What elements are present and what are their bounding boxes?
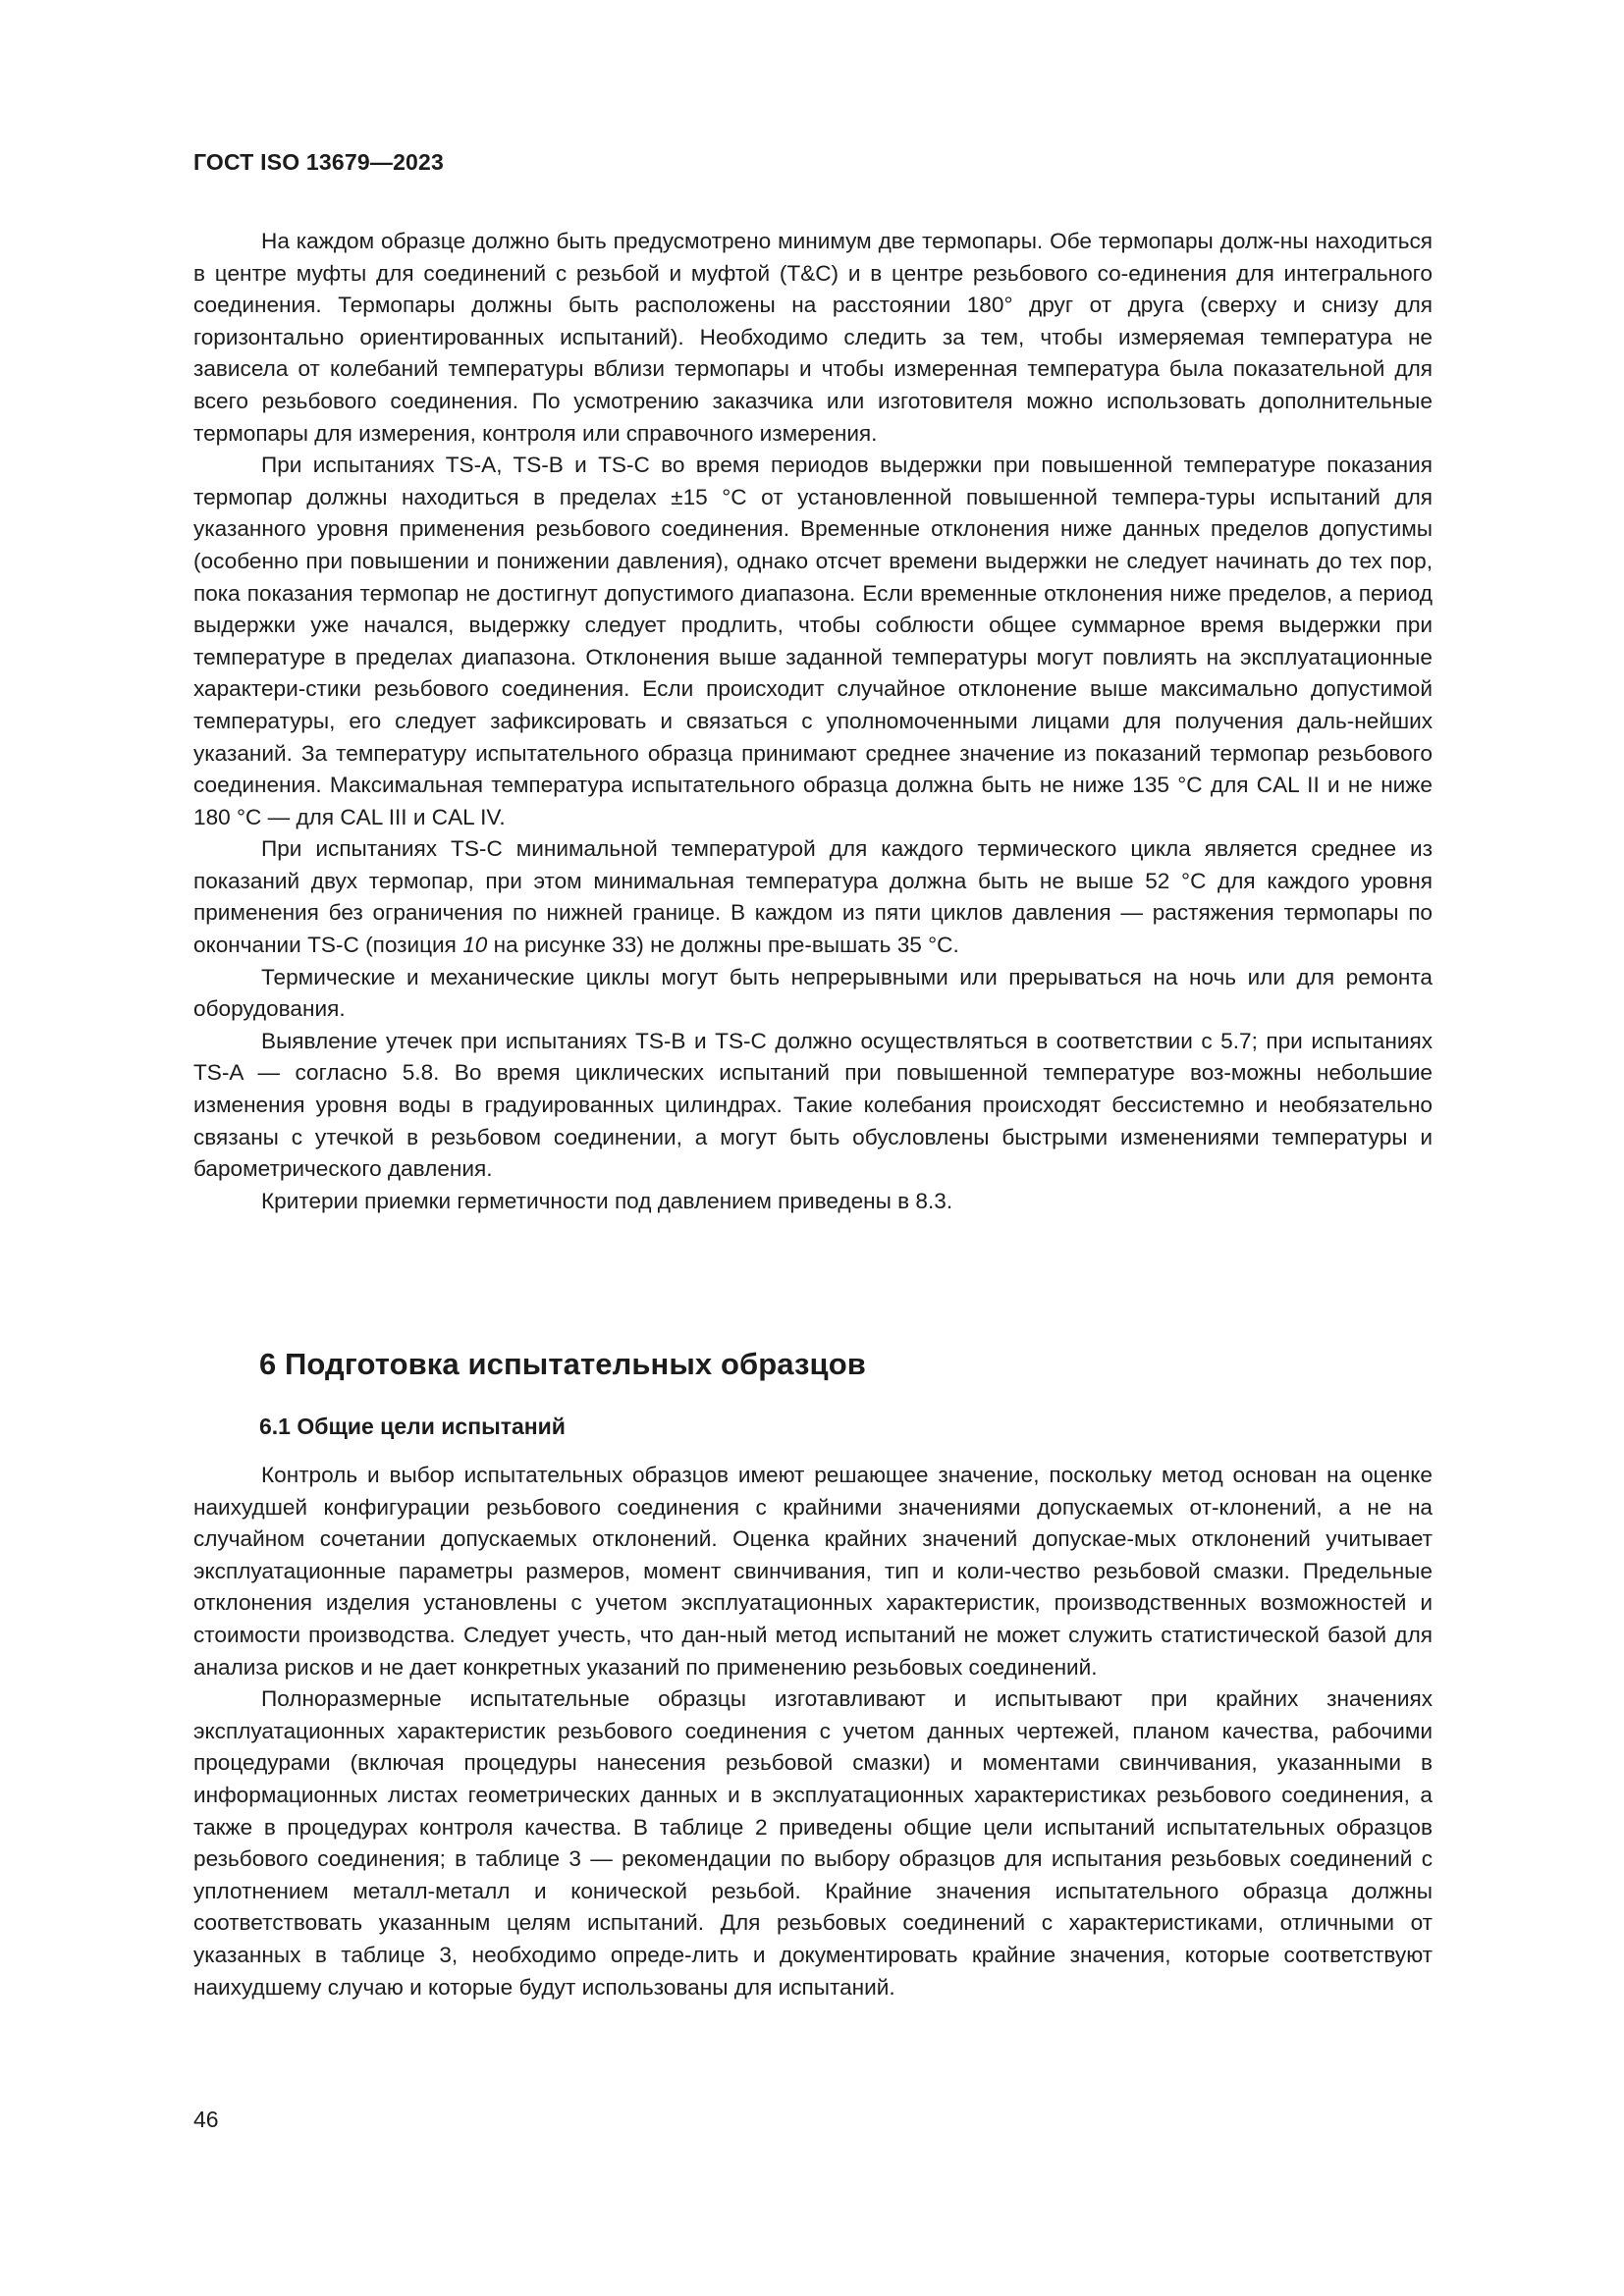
figure-position-number: 10 (462, 933, 488, 958)
paragraph: Полноразмерные испытательные образцы изготавливают и испытывают при крайних значениях эксплуатационных характеристик резьбового соединения с учетом данных чертежей, планом качества, рабочими процедурами (включая процедуры нанесения резьбовой смазки) и моментами свинчивания, указанными в информационных листах геометрических данных и в эксплуатационных характеристиках резьбового соединения, а также в процедурах контроля качества. В таблице 2 приведены общие цели испытаний испытательных образцов резьбового соединения; в таблице 3 — рекомендации по выбору образцов для испытания резьбовых соединений с уплотнением металл-металл и конической резьбой. Крайние значения испытательного образца должны соответствовать указанным целям испытаний. Для резьбовых соединений с характеристиками, отличными от указанных в таблице 3, необходимо опреде-лить и документировать крайние значения, которые соответствуют наихудшему случаю и которые будут использованы для испытаний. (193, 1686, 1433, 2000)
page-number: 46 (193, 2107, 219, 2132)
section-heading: 6 Подготовка испытательных образцов (259, 1347, 866, 1381)
paragraph-text: на рисунке 33) не должны пре-вышать 35 °C. (487, 933, 959, 958)
standard-header: ГОСТ ISO 13679—2023 (193, 149, 445, 175)
paragraph: Выявление утечек при испытаниях TS-B и TS-C должно осуществляться в соответствии с 5.7; при испытаниях TS-A — согласно 5.8. Во время циклических испытаний при повышенной температуре воз-можны небольшие изменения уровня воды в градуированных цилиндрах. Такие колебания происходят бессистемно и необязательно связаны с утечкой в резьбовом соединении, а могут быть обусловлены быстрыми изменениями температуры и барометрического давления. (193, 1028, 1433, 1182)
paragraph: Критерии приемки герметичности под давлением приведены в 8.3. (261, 1188, 953, 1213)
text-block-test-objectives (193, 1460, 1433, 2003)
paragraph: На каждом образце должно быть предусмотрено минимум две термопары. Обе термопары долж-ны находиться в центре муфты для соединений с резьбой и муфтой (T&C) и в центре резьбового со-единения для интегрального соединения. Термопары должны быть расположены на расстоянии 180° друг от друга (сверху и снизу для горизонтально ориентированных испытаний). Необходимо следить за тем, чтобы измеряемая температура не зависела от колебаний температуры вблизи термопары и чтобы измеренная температура была показательной для всего резьбового соединения. По усмотрению заказчика или изготовителя можно использовать дополнительные термопары для измерения, контроля или справочного измерения. (193, 229, 1433, 446)
paragraph-text: При испытаниях TS-C минимальной температурой для каждого термического цикла является среднее из показаний двух термопар, при этом минимальная температура должна быть не выше 52 °C для каждого уровня применения без ограничения по нижней границе. В каждом из пяти циклов давления — растяжения термопары по окончании TS-C (позиция (193, 836, 1433, 958)
text-block-thermocouples (193, 226, 1433, 1217)
paragraph: Контроль и выбор испытательных образцов имеют решающее значение, поскольку метод основан на оценке наихудшей конфигурации резьбового соединения с крайними значениями допускаемых от-клонений, а не на случайном сочетании допускаемых отклонений. Оценка крайних значений допускае-мых отклонений учитывает эксплуатационные параметры размеров, момент свинчивания, тип и коли-чество резьбовой смазки. Предельные отклонения изделия установлены с учетом эксплуатационных характеристик, производственных возможностей и стоимости производства. Следует учесть, что дан-ный метод испытаний не может служить статистической базой для анализа рисков и не дает конкретных указаний по применению резьбовых соединений. (193, 1463, 1433, 1680)
paragraph: При испытаниях TS-A, TS-B и TS-C во время периодов выдержки при повышенной температуре показания термопар должны находиться в пределах ±15 °C от установленной повышенной темпера-туры испытаний для указанного уровня применения резьбового соединения. Временные отклонения ниже данных пределов допустимы (особенно при повышении и понижении давления), однако отсчет времени выдержки не следует начинать до тех пор, пока показания термопар не достигнут допустимого диапазона. Если временные отклонения ниже пределов, а период выдержки уже начался, выдержку следует продлить, чтобы соблюсти общее суммарное время выдержки при температуре в пределах диапазона. Отклонения выше заданной температуры могут повлиять на эксплуатационные характери-стики резьбового соединения. Если происходит случайное отклонение выше максимально допустимой температуры, его следует зафиксировать и связаться с уполномоченными лицами для получения даль-нейших указаний. За температуру испытательного образца принимают среднее значение из показаний термопар резьбового соединения. Максимальная температура испытательного образца должна быть не ниже 135 °C для CAL II и не ниже 180 °C — для CAL III и CAL IV. (193, 453, 1433, 829)
paragraph (193, 833, 1433, 961)
subsection-heading: 6.1 Общие цели испытаний (259, 1414, 566, 1439)
paragraph: Термические и механические циклы могут быть непрерывными или прерываться на ночь или для ремонта оборудования. (193, 964, 1433, 1022)
